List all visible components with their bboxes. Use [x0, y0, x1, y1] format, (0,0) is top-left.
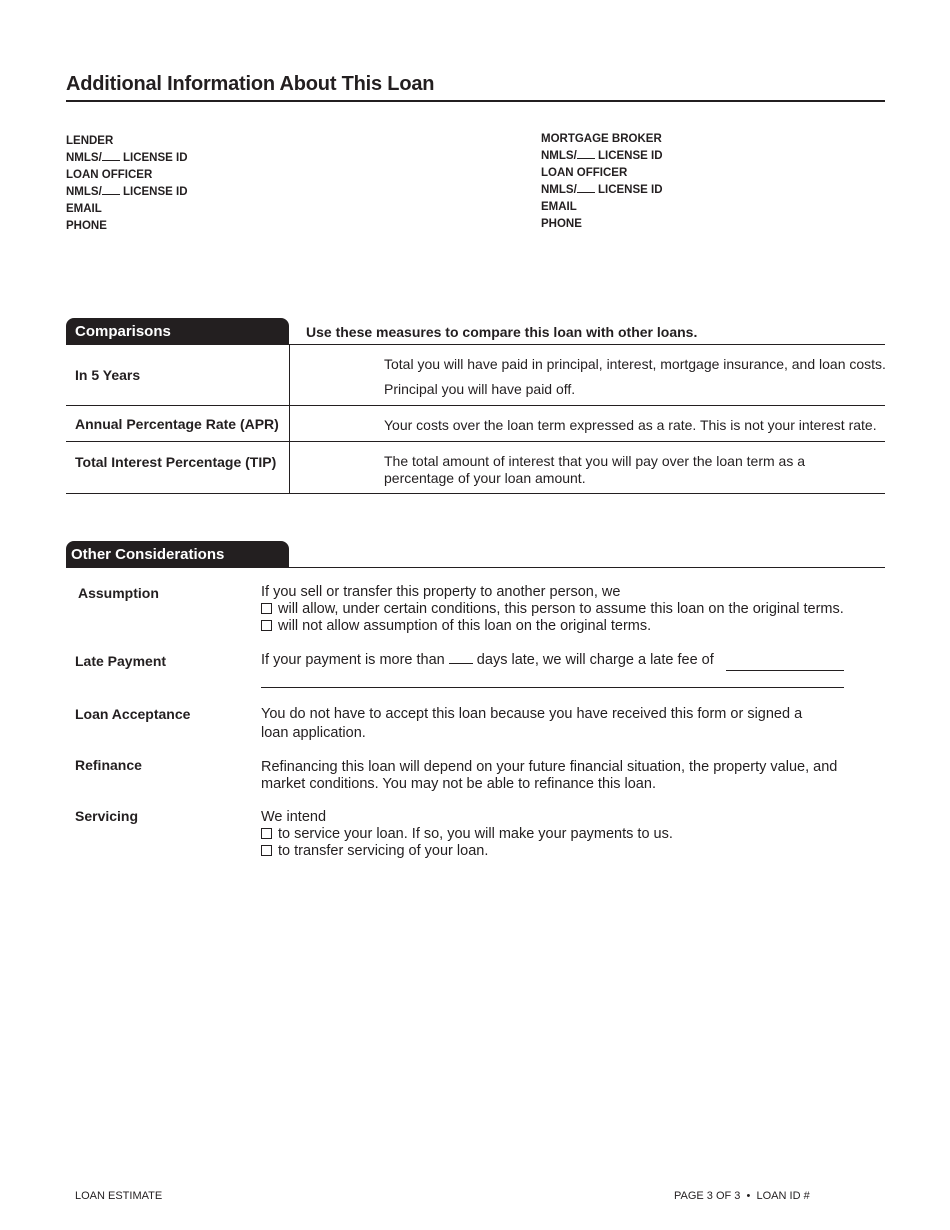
- late-payment-text: If your payment is more than days late, we will charge a late fee of: [261, 652, 714, 668]
- lender-nmls-label: NMLS/ LICENSE ID: [66, 152, 188, 164]
- loan-acceptance-text: loan application.: [261, 725, 366, 741]
- assumption-option-allow[interactable]: will allow, under certain conditions, this person to assume this loan on the original terms.: [261, 601, 844, 619]
- broker-contact-block: [541, 131, 663, 233]
- servicing-transfer-checkbox[interactable]: [261, 845, 272, 856]
- footer-page-info: PAGE 3 OF 3 • LOAN ID #: [674, 1190, 810, 1202]
- broker-nmls-blank: [577, 157, 595, 159]
- late-payment-days-blank[interactable]: [449, 662, 473, 664]
- comparisons-column-divider: [289, 344, 290, 493]
- comparisons-row-description: Total you will have paid in principal, interest, mortgage insurance, and loan costs.: [384, 356, 886, 372]
- servicing-option-transfer[interactable]: to transfer servicing of your loan.: [261, 843, 488, 861]
- broker-officer-nmls-label: NMLS/ LICENSE ID: [541, 184, 663, 196]
- lender-contact-block: [66, 133, 188, 235]
- broker-nmls-label: NMLS/ LICENSE ID: [541, 150, 663, 162]
- late-payment-extra-line[interactable]: [261, 687, 844, 688]
- assumption-allow-checkbox[interactable]: [261, 603, 272, 614]
- comparisons-row-divider: [66, 405, 885, 406]
- assumption-label: Assumption: [78, 585, 159, 601]
- servicing-option-service[interactable]: to service your loan. If so, you will make your payments to us.: [261, 826, 673, 844]
- assumption-not-allow-checkbox[interactable]: [261, 620, 272, 631]
- refinance-label: Refinance: [75, 757, 142, 773]
- comparisons-row-description: Your costs over the loan term expressed as a rate. This is not your interest rate.: [384, 417, 877, 433]
- comparisons-tab: Comparisons: [66, 318, 289, 345]
- lender-officer-nmls-label: NMLS/ LICENSE ID: [66, 186, 188, 198]
- broker-email-label: EMAIL: [541, 201, 577, 213]
- comparisons-row-label: Total Interest Percentage (TIP): [75, 454, 277, 470]
- comparisons-row-divider: [66, 441, 885, 442]
- refinance-text: market conditions. You may not be able to refinance this loan.: [261, 776, 656, 792]
- comparisons-row-description: Principal you will have paid off.: [384, 381, 576, 397]
- comparisons-row-label: In 5 Years: [75, 367, 141, 383]
- other-considerations-top-rule: [66, 567, 885, 568]
- lender-phone-label: PHONE: [66, 220, 107, 232]
- title-divider: [66, 100, 885, 102]
- lender-email-label: EMAIL: [66, 203, 102, 215]
- page-title: Additional Information About This Loan: [66, 73, 435, 95]
- comparisons-row-description: percentage of your loan amount.: [384, 470, 586, 486]
- broker-label: MORTGAGE BROKER: [541, 133, 662, 145]
- lender-loan-officer-label: LOAN OFFICER: [66, 169, 153, 181]
- loan-acceptance-label: Loan Acceptance: [75, 706, 191, 722]
- comparisons-bottom-rule: [66, 493, 885, 494]
- assumption-intro: If you sell or transfer this property to another person, we: [261, 584, 621, 600]
- servicing-service-checkbox[interactable]: [261, 828, 272, 839]
- refinance-text: Refinancing this loan will depend on your future financial situation, the property value, and: [261, 759, 838, 775]
- broker-phone-label: PHONE: [541, 218, 582, 230]
- comparisons-row-description: The total amount of interest that you will pay over the loan term as a: [384, 453, 805, 469]
- late-payment-label: Late Payment: [75, 653, 167, 669]
- lender-officer-nmls-blank: [102, 193, 120, 195]
- other-considerations-tab: Other Considerations: [66, 541, 289, 568]
- comparisons-subtitle: Use these measures to compare this loan with other loans.: [306, 324, 698, 340]
- assumption-option-not-allow[interactable]: will not allow assumption of this loan on the original terms.: [261, 618, 651, 636]
- lender-label: LENDER: [66, 135, 114, 147]
- broker-loan-officer-label: LOAN OFFICER: [541, 167, 628, 179]
- servicing-intro: We intend: [261, 809, 327, 825]
- lender-nmls-blank: [102, 159, 120, 161]
- footer-form-name: LOAN ESTIMATE: [75, 1190, 163, 1202]
- comparisons-row-label: Annual Percentage Rate (APR): [75, 416, 279, 432]
- comparisons-top-rule: [66, 344, 885, 345]
- late-fee-blank[interactable]: [726, 670, 844, 671]
- broker-officer-nmls-blank: [577, 191, 595, 193]
- loan-acceptance-text: You do not have to accept this loan because you have received this form or signed a: [261, 706, 803, 722]
- servicing-label: Servicing: [75, 808, 139, 824]
